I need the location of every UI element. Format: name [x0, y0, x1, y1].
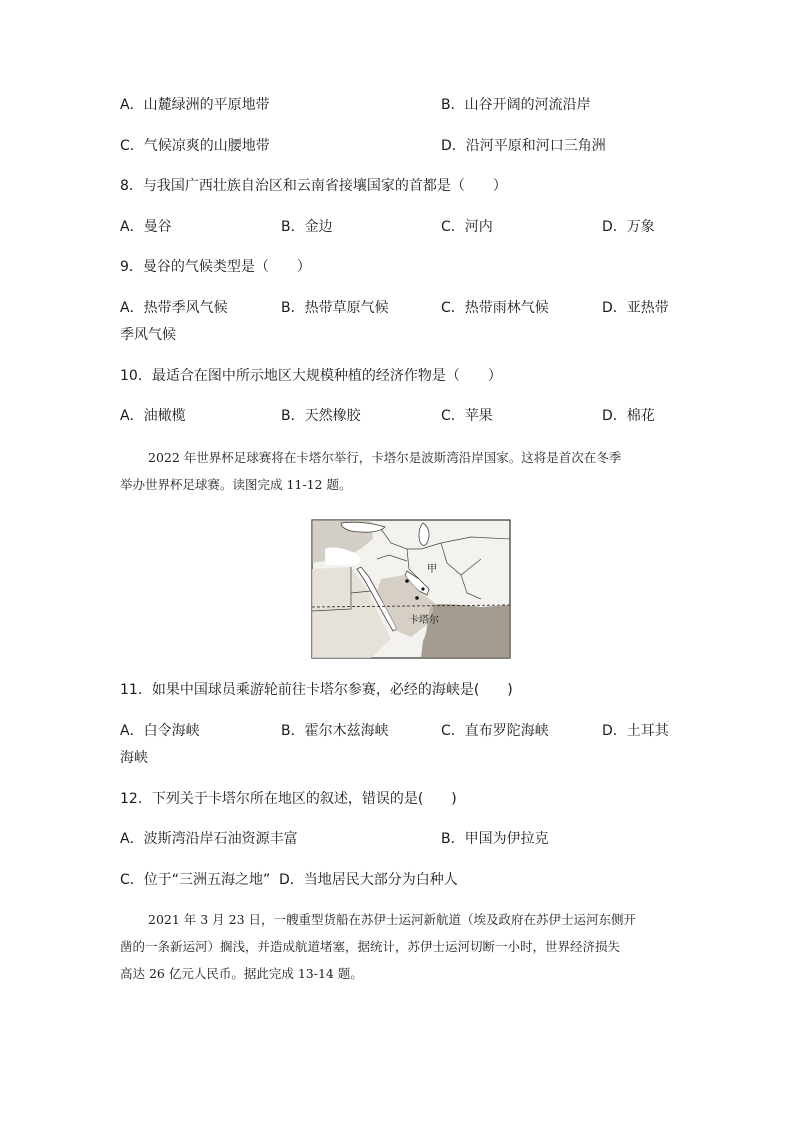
option-a: A．山麓绿洲的平原地带	[120, 97, 270, 113]
passage-line: 高达 26 亿元人民币。据此完成 13-14 题。	[120, 966, 363, 981]
q10-option-b: B．天然橡胶	[281, 408, 361, 424]
q9-option-c: C．热带雨林气候	[441, 300, 549, 316]
passage-line: 凿的一条新运河）搁浅，并造成航道堵塞，据统计，苏伊士运河切断一小时，世界经济损失	[120, 939, 621, 954]
q9-option-a: A．热带季风气候	[120, 300, 228, 316]
q12-option-d: D．当地居民大部分为白种人	[279, 872, 458, 888]
passage-line: 2021 年 3 月 23 日，一艘重型货船在苏伊士运河新航道（埃及政府在苏伊士运河东侧开	[148, 912, 637, 927]
map-label-jia: 甲	[427, 564, 437, 575]
q10-option-a: A．油橄榄	[120, 408, 186, 424]
question-12-stem: 12．下列关于卡塔尔所在地区的叙述，错误的是( )	[120, 791, 457, 807]
q9-option-b: B．热带草原气候	[281, 300, 389, 316]
q9-option-d: D．亚热带	[602, 300, 669, 316]
option-b: B．山谷开阔的河流沿岸	[441, 97, 591, 113]
q9-option-d-continued: 季风气候	[120, 327, 176, 343]
q11-option-c: C．直布罗陀海峡	[441, 723, 549, 739]
q8-option-a: A．曼谷	[120, 219, 172, 235]
q12-option-c: C．位于“三洲五海之地”	[120, 872, 271, 888]
question-11-stem: 11．如果中国球员乘游轮前往卡塔尔参赛，必经的海峡是( )	[120, 682, 513, 698]
q12-option-a: A．波斯湾沿岸石油资源丰富	[120, 831, 298, 847]
passage-line: 2022 年世界杯足球赛将在卡塔尔举行，卡塔尔是波斯湾沿岸国家。这将是首次在冬季	[148, 450, 622, 465]
q11-option-b: B．霍尔木兹海峡	[281, 723, 389, 739]
q12-option-b: B．甲国为伊拉克	[441, 831, 549, 847]
q11-option-d-continued: 海峡	[120, 750, 148, 766]
passage-world-cup	[120, 444, 680, 498]
middle-east-map	[311, 519, 511, 659]
q11-option-a: A．白令海峡	[120, 723, 200, 739]
passage-suez-canal	[120, 906, 680, 987]
passage-line: 举办世界杯足球赛。读图完成 11-12 题。	[120, 477, 352, 492]
q11-option-d: D．土耳其	[602, 723, 669, 739]
question-9-stem: 9．曼谷的气候类型是（ ）	[120, 259, 311, 275]
q8-option-d: D．万象	[602, 219, 655, 235]
option-c: C．气候凉爽的山腰地带	[120, 138, 270, 154]
q8-option-b: B．金边	[281, 219, 333, 235]
q10-option-c: C．苹果	[441, 408, 493, 424]
question-10-stem: 10．最适合在图中所示地区大规模种植的经济作物是（ ）	[120, 368, 502, 384]
question-8-stem: 8．与我国广西壮族自治区和云南省接壤国家的首都是（ ）	[120, 178, 507, 194]
map-label-qatar: 卡塔尔	[409, 615, 439, 626]
option-d: D．沿河平原和河口三角洲	[441, 138, 606, 154]
q10-option-d: D．棉花	[602, 408, 655, 424]
q8-option-c: C．河内	[441, 219, 493, 235]
